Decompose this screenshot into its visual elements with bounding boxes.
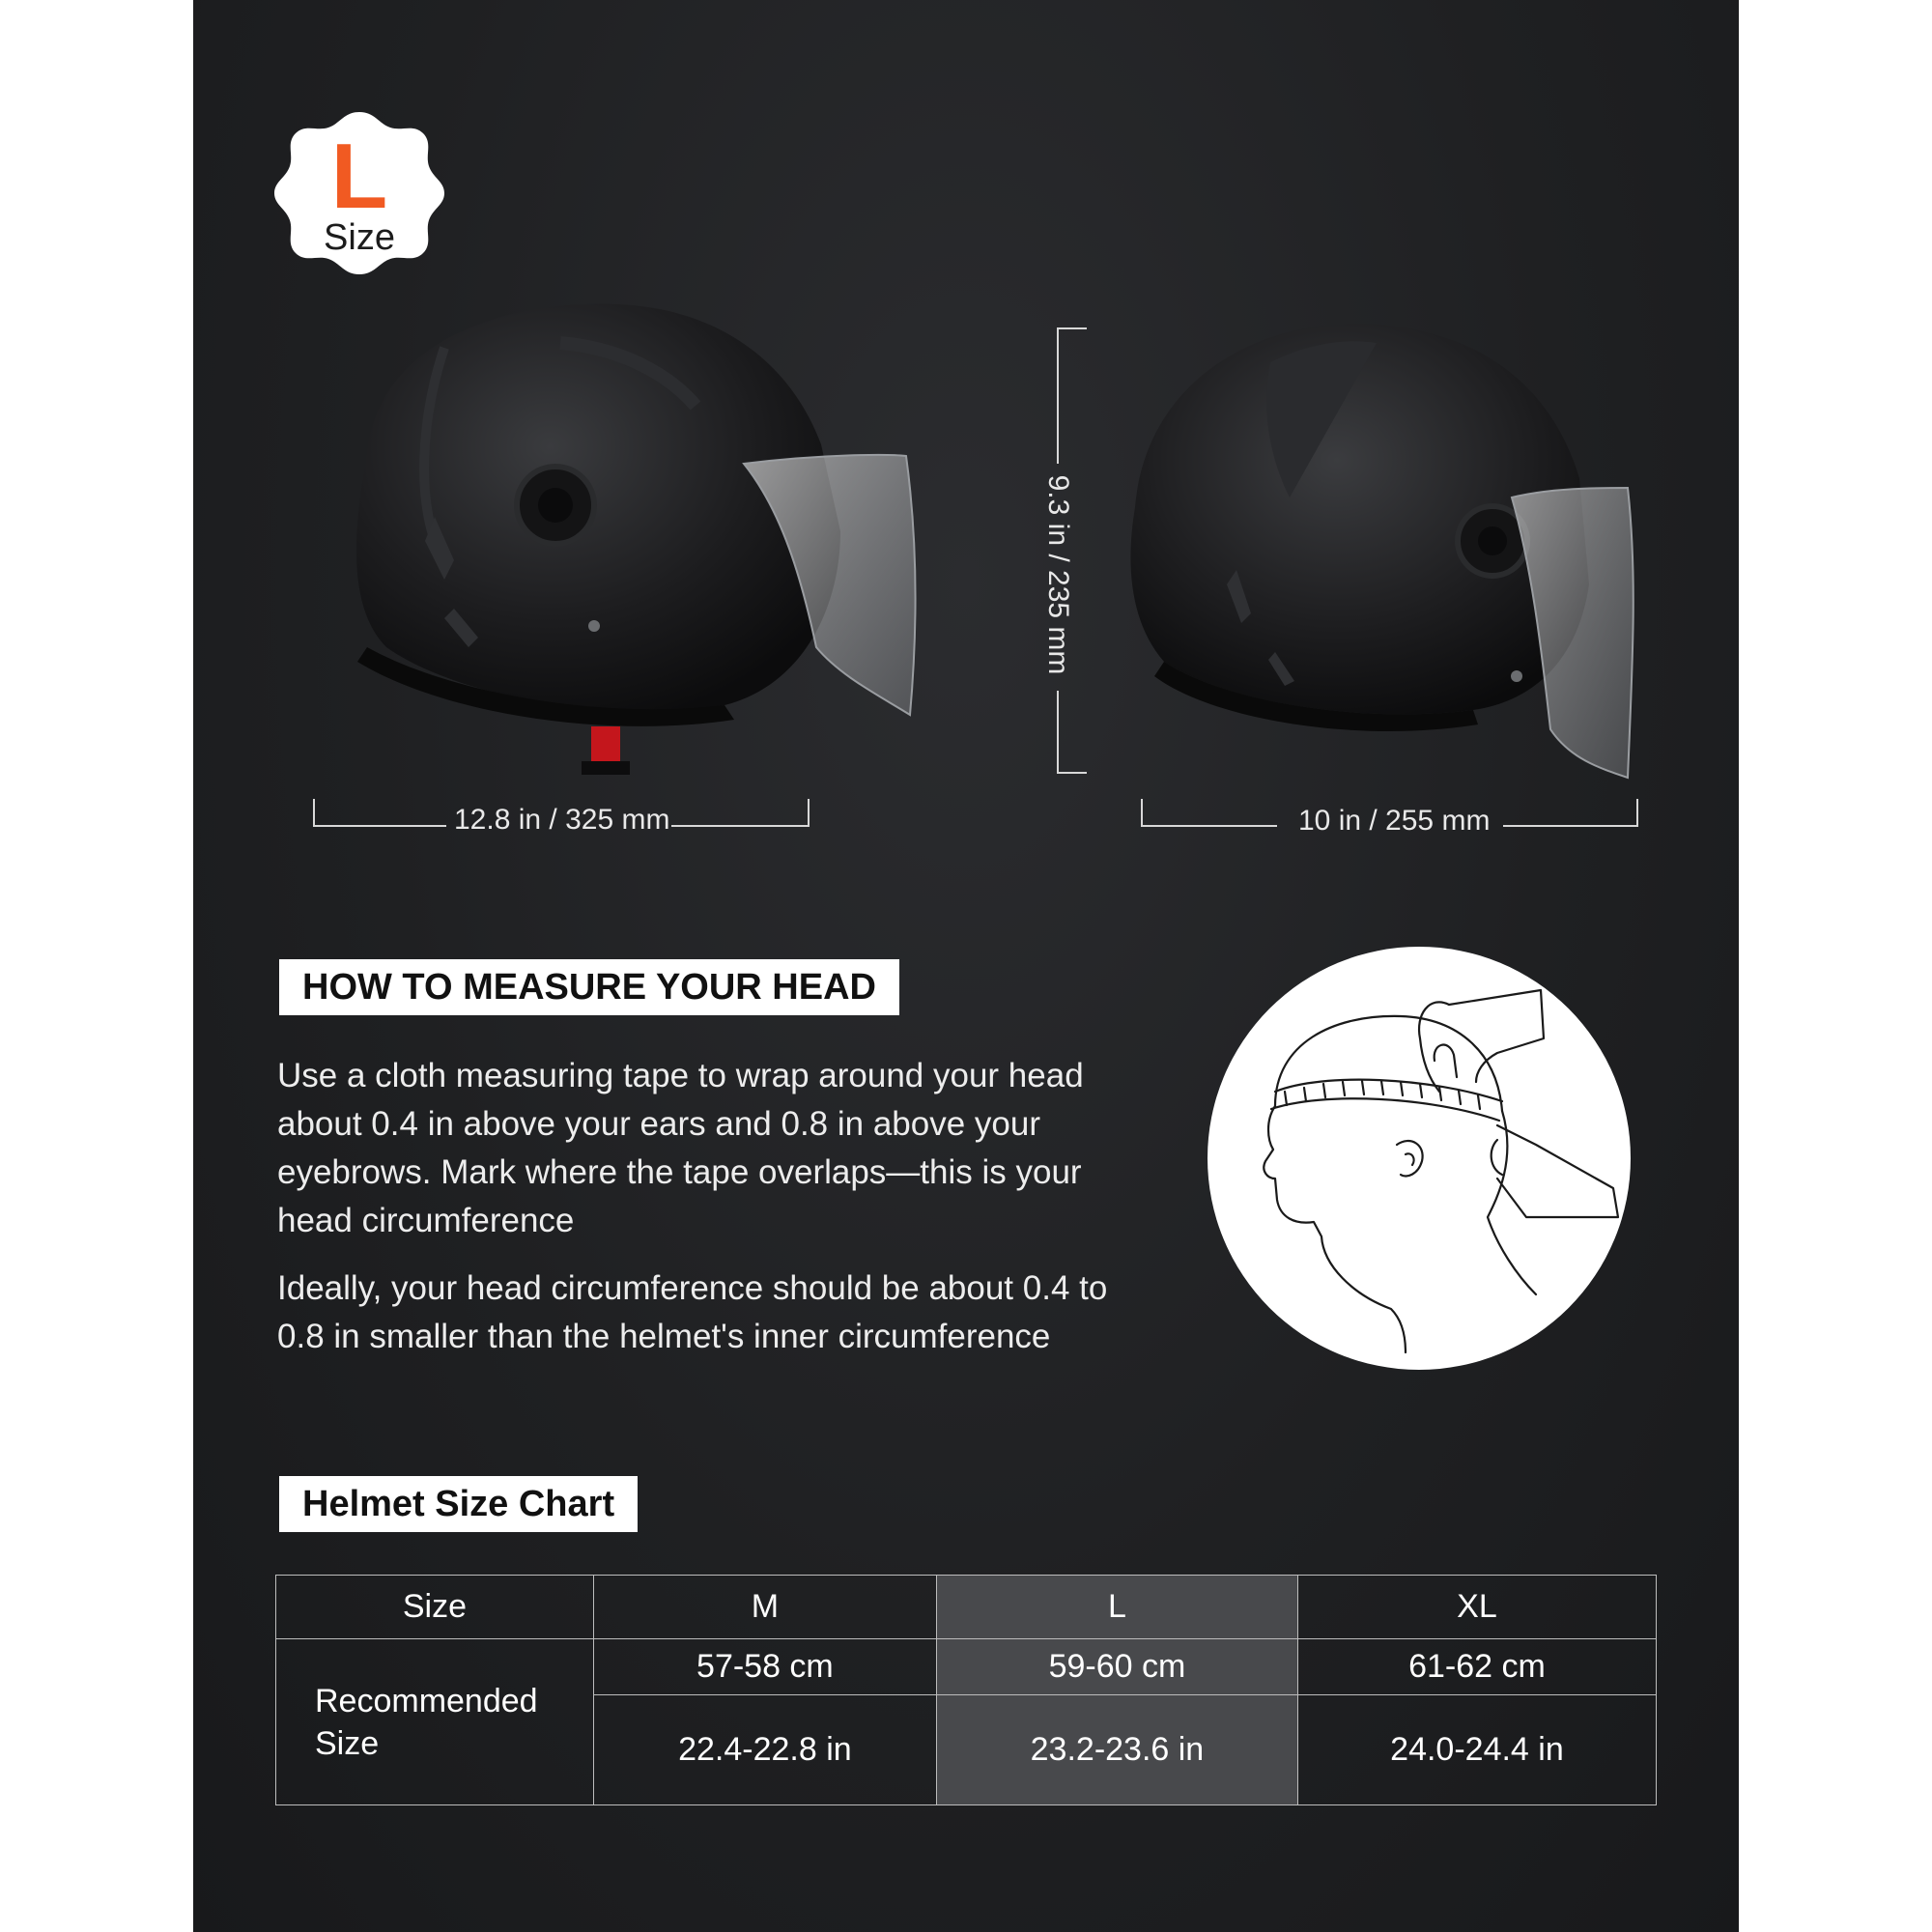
cell-m-cm: 57-58 cm [593, 1639, 936, 1695]
measure-instructions: Use a cloth measuring tape to wrap around your head about 0.4 in above your ears and 0.8 in above your eyebrows. Mark where the tape overlaps—this is your head circumference [277, 1057, 1084, 1239]
cell-xl-in: 24.0-24.4 in [1297, 1695, 1656, 1805]
product-panel [193, 0, 1739, 1932]
header-size-label: Size [276, 1576, 594, 1639]
height-label: 9.3 in / 235 mm [1042, 474, 1074, 675]
badge-letter: L [330, 125, 388, 228]
side-width-label: 10 in / 255 mm [1298, 805, 1491, 837]
cell-xl-cm: 61-62 cm [1297, 1639, 1656, 1695]
front-width-label: 12.8 in / 325 mm [454, 804, 670, 836]
table-row [276, 1576, 1657, 1639]
measure-tip: Ideally, your head circumference should be about 0.4 to 0.8 in smaller than the helmet's inner circumference [277, 1269, 1108, 1355]
recommended-size-label: Recommended Size [276, 1639, 594, 1805]
cell-l-in: 23.2-23.6 in [936, 1695, 1297, 1805]
header-size-xl: XL [1297, 1576, 1656, 1639]
measure-heading: HOW TO MEASURE YOUR HEAD [279, 959, 899, 1015]
head-measure-illustration [1208, 947, 1631, 1370]
header-size-l: L [936, 1576, 1297, 1639]
dimension-lines [193, 0, 1739, 869]
cell-m-in: 22.4-22.8 in [593, 1695, 936, 1805]
cell-l-cm: 59-60 cm [936, 1639, 1297, 1695]
size-chart-heading: Helmet Size Chart [279, 1476, 638, 1532]
table-row [276, 1639, 1657, 1695]
helmet-size-table [275, 1575, 1657, 1805]
badge-word: Size [324, 217, 395, 258]
header-size-m: M [593, 1576, 936, 1639]
